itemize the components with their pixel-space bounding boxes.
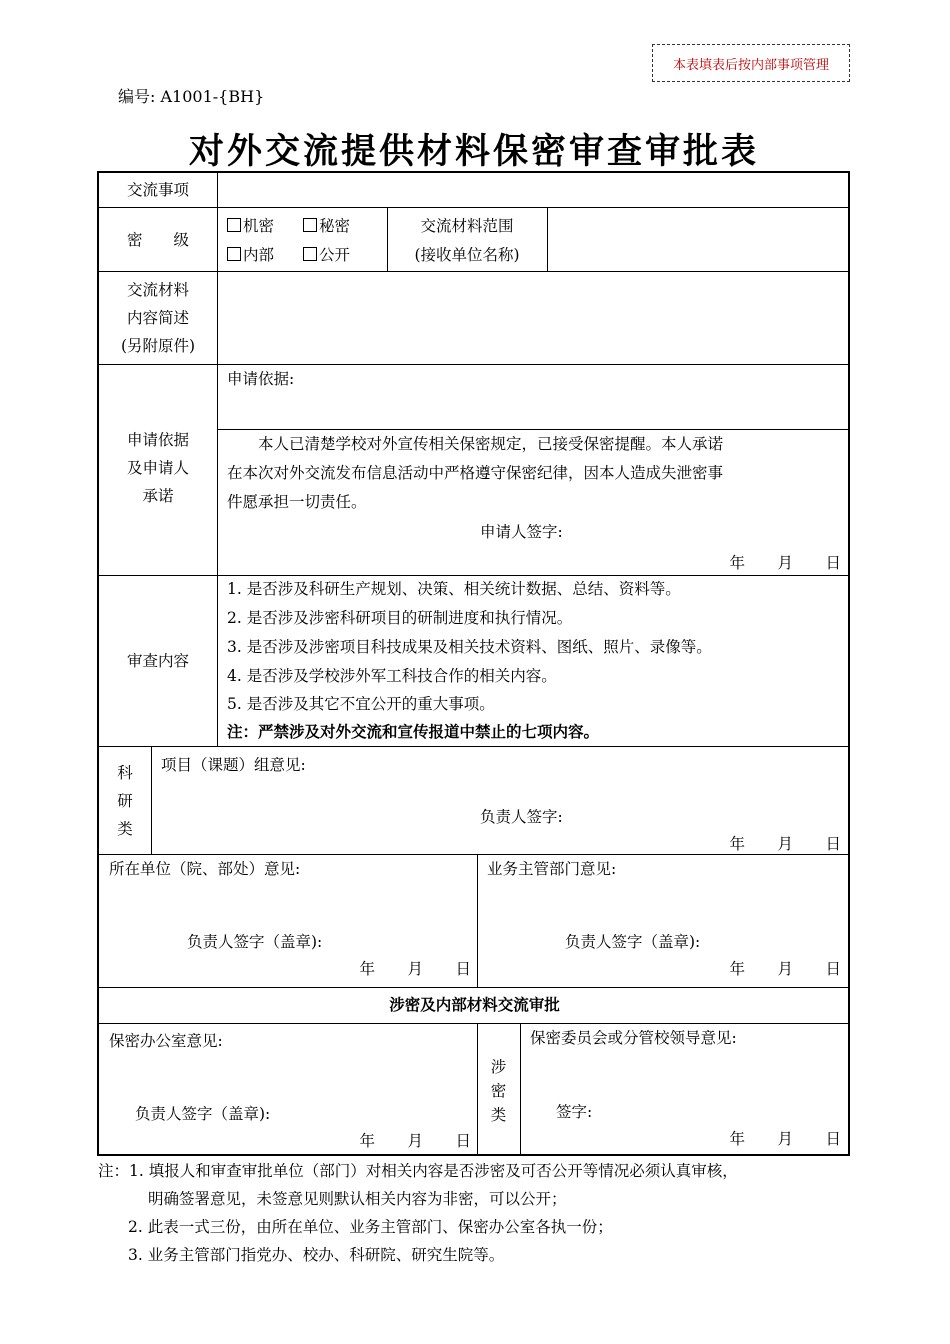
serial-value: A1001-{BH}	[160, 87, 265, 106]
basis-row-label-2: 及申请人	[126, 459, 189, 477]
promise-line-3: 件愿承担一切责任。	[227, 493, 367, 511]
note-line-1: 注：1. 填报人和审查审批单位（部门）对相关内容是否涉密及可否公开等情况必须认真审核，	[98, 1162, 738, 1180]
level-option-secret[interactable]: 秘密	[303, 216, 350, 236]
office-date: 年 月 日	[359, 1132, 471, 1150]
review-item-5: 5. 是否涉及其它不宜公开的重大事项。	[227, 695, 495, 713]
level-option-public[interactable]: 公开	[303, 245, 350, 265]
unit-date: 年 月 日	[359, 960, 471, 978]
basis-label: 申请依据:	[227, 370, 295, 388]
level-option-internal[interactable]: 内部	[227, 245, 274, 265]
serial-number	[118, 84, 264, 107]
internal-management-stamp: 本表填表后按内部事项管理	[652, 44, 850, 82]
promise-line-1: 本人已清楚学校对外宣传相关保密规定，已接受保密提醒。本人承诺	[227, 435, 724, 453]
checkbox-public[interactable]	[303, 247, 317, 261]
checkbox-internal[interactable]	[227, 247, 241, 261]
committee-date: 年 月 日	[729, 1130, 841, 1148]
summary-label-2: 内容简述	[126, 309, 189, 327]
note-line-2: 明确签署意见，未签意见则默认相关内容为非密，可以公开；	[148, 1190, 567, 1208]
unit-leader-sign: 负责人签字（盖章):	[187, 933, 323, 951]
note-line-4: 3. 业务主管部门指党办、校办、科研院、研究生院等。	[128, 1246, 505, 1264]
level-option-confidential[interactable]: 机密	[227, 216, 274, 236]
research-label-2: 研	[117, 792, 133, 810]
checkbox-confidential[interactable]	[227, 218, 241, 232]
scope-label: 交流材料范围	[420, 217, 514, 235]
review-item-3: 3. 是否涉及涉密项目科技成果及相关技术资料、图纸、照片、录像等。	[227, 638, 712, 656]
review-item-4: 4. 是否涉及学校涉外军工科技合作的相关内容。	[227, 667, 557, 685]
scope-sub-label: (接收单位名称)	[414, 246, 520, 264]
form-title: 对外交流提供材料保密审查审批表	[188, 131, 759, 172]
secret-level-label: 密 级	[126, 231, 189, 249]
exchange-item-label: 交流事项	[126, 181, 189, 199]
dept-opinion-label: 业务主管部门意见:	[487, 860, 617, 878]
office-leader-sign: 负责人签字（盖章):	[135, 1105, 271, 1123]
basis-row-label-3: 承诺	[142, 487, 174, 505]
secret-class-label-1: 涉	[490, 1058, 507, 1076]
unit-opinion-label: 所在单位（院、部处）意见:	[109, 860, 301, 878]
project-date: 年 月 日	[729, 835, 841, 853]
secret-class-label-3: 类	[490, 1106, 507, 1124]
committee-sign: 签字:	[556, 1103, 593, 1121]
basis-row-label-1: 申请依据	[126, 431, 189, 449]
dept-leader-sign: 负责人签字（盖章):	[565, 933, 701, 951]
applicant-sign-label: 申请人签字:	[480, 523, 563, 541]
serial-label: 编号:	[118, 87, 156, 106]
summary-label-1: 交流材料	[126, 281, 189, 299]
review-label: 审查内容	[126, 652, 189, 670]
dept-date: 年 月 日	[729, 960, 841, 978]
approval-header: 涉密及内部材料交流审批	[389, 995, 560, 1014]
project-leader-sign: 负责人签字:	[480, 808, 563, 826]
note-line-3: 2. 此表一式三份，由所在单位、业务主管部门、保密办公室各执一份；	[128, 1218, 613, 1236]
applicant-date: 年 月 日	[729, 554, 841, 572]
project-opinion-label: 项目（课题）组意见:	[161, 756, 306, 774]
research-label-3: 类	[117, 820, 133, 838]
promise-line-2: 在本次对外交流发布信息活动中严格遵守保密纪律，因本人造成失泄密事	[227, 464, 724, 482]
checkbox-secret[interactable]	[303, 218, 317, 232]
review-note: 注：严禁涉及对外交流和宣传报道中禁止的七项内容。	[227, 722, 600, 741]
committee-opinion-label: 保密委员会或分管校领导意见:	[530, 1029, 737, 1047]
research-label-1: 科	[117, 764, 133, 782]
secret-class-label-2: 密	[490, 1082, 507, 1100]
office-opinion-label: 保密办公室意见:	[109, 1032, 223, 1050]
review-item-2: 2. 是否涉及涉密科研项目的研制进度和执行情况。	[227, 609, 573, 627]
approval-form-table	[97, 171, 850, 1156]
review-item-1: 1. 是否涉及科研生产规划、决策、相关统计数据、总结、资料等。	[227, 580, 681, 598]
summary-label-3: (另附原件)	[120, 337, 196, 355]
